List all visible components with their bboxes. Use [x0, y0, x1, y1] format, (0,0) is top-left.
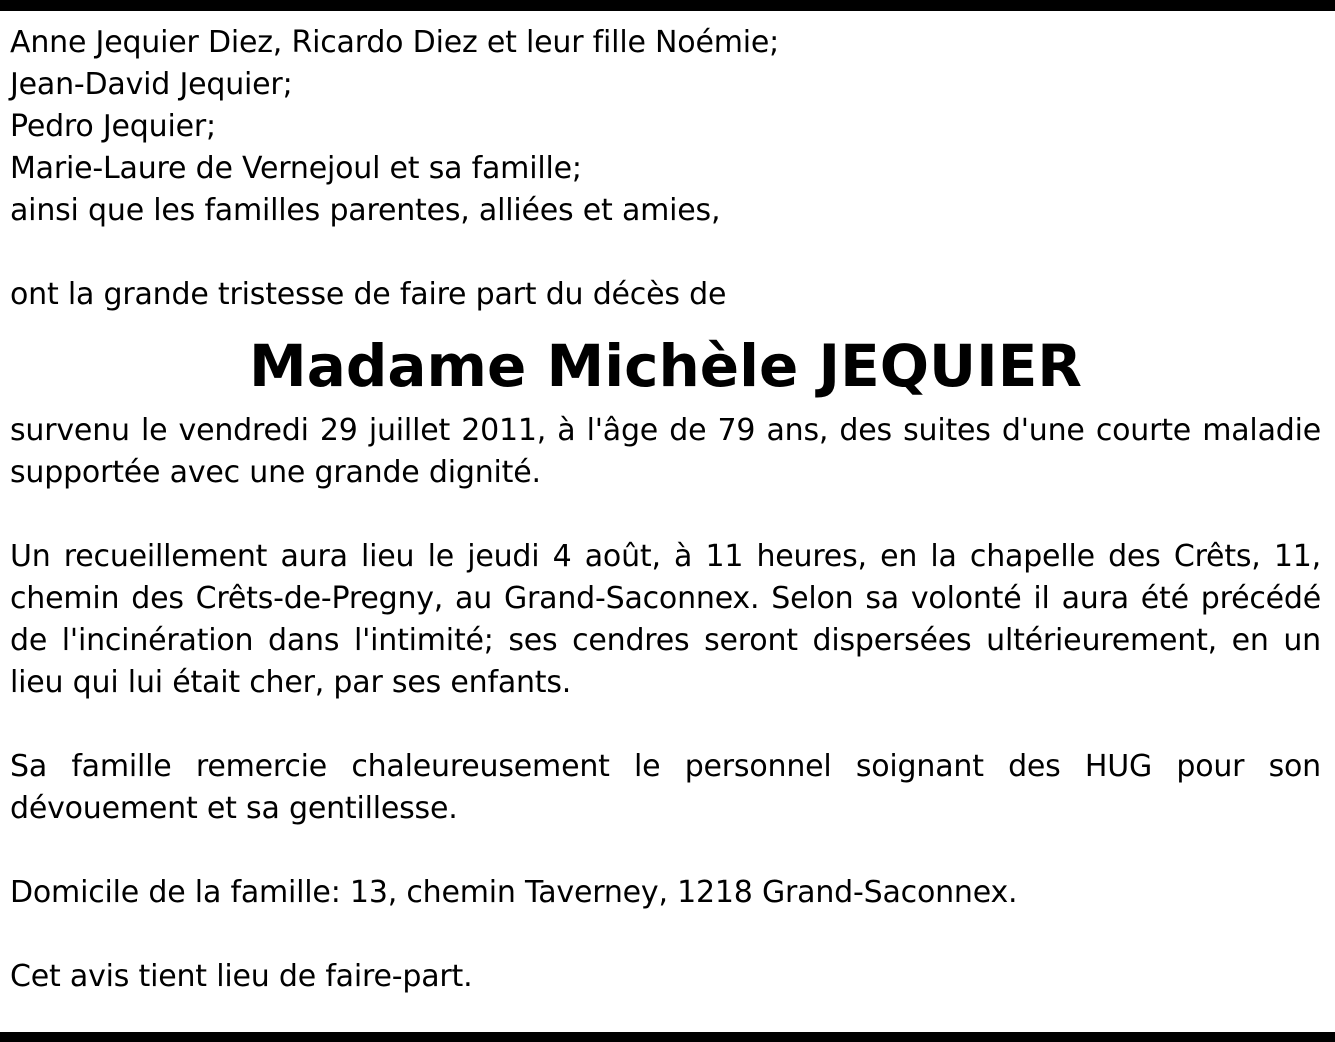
ceremony-paragraph: Un recueillement aura lieu le jeudi 4 août, à 11 heures, en la chapelle des Crêts, 11, chemin des Crêts-de-Pregny, au Grand-Saconnex. Selon sa volonté il aura été précédé de l'incinération dans l'intimité; ses cendres seront dispersées ultérieurement, en un lieu qui lui était cher, par ses enfants.	[10, 539, 1321, 700]
bottom-border-rule	[0, 1032, 1335, 1042]
family-line: Pedro Jequier;	[10, 109, 216, 144]
spacer	[10, 830, 1321, 872]
obituary-notice	[10, 22, 1321, 998]
death-paragraph: survenu le vendredi 29 juillet 2011, à l'âge de 79 ans, des suites d'une courte maladie supportée avec une grande dignité.	[10, 413, 1321, 490]
deceased-name: Madame Michèle JEQUIER	[249, 332, 1082, 400]
spacer	[10, 704, 1321, 746]
family-list	[10, 22, 1321, 232]
top-border-rule	[0, 0, 1335, 11]
address-paragraph: Domicile de la famille: 13, chemin Taverney, 1218 Grand-Saconnex.	[10, 875, 1018, 910]
spacer	[10, 494, 1321, 536]
family-line: Marie-Laure de Vernejoul et sa famille;	[10, 151, 582, 186]
family-line: Anne Jequier Diez, Ricardo Diez et leur fille Noémie;	[10, 25, 780, 60]
thanks-paragraph: Sa famille remercie chaleureusement le personnel soignant des HUG pour son dévouement et sa gentillesse.	[10, 749, 1321, 826]
spacer	[10, 232, 1321, 274]
announcement-text: ont la grande tristesse de faire part du décès de	[10, 277, 727, 312]
family-line: ainsi que les familles parentes, alliées et amies,	[10, 193, 721, 228]
family-line: Jean-David Jequier;	[10, 67, 293, 102]
spacer	[10, 914, 1321, 956]
notice-paragraph: Cet avis tient lieu de faire-part.	[10, 959, 473, 994]
